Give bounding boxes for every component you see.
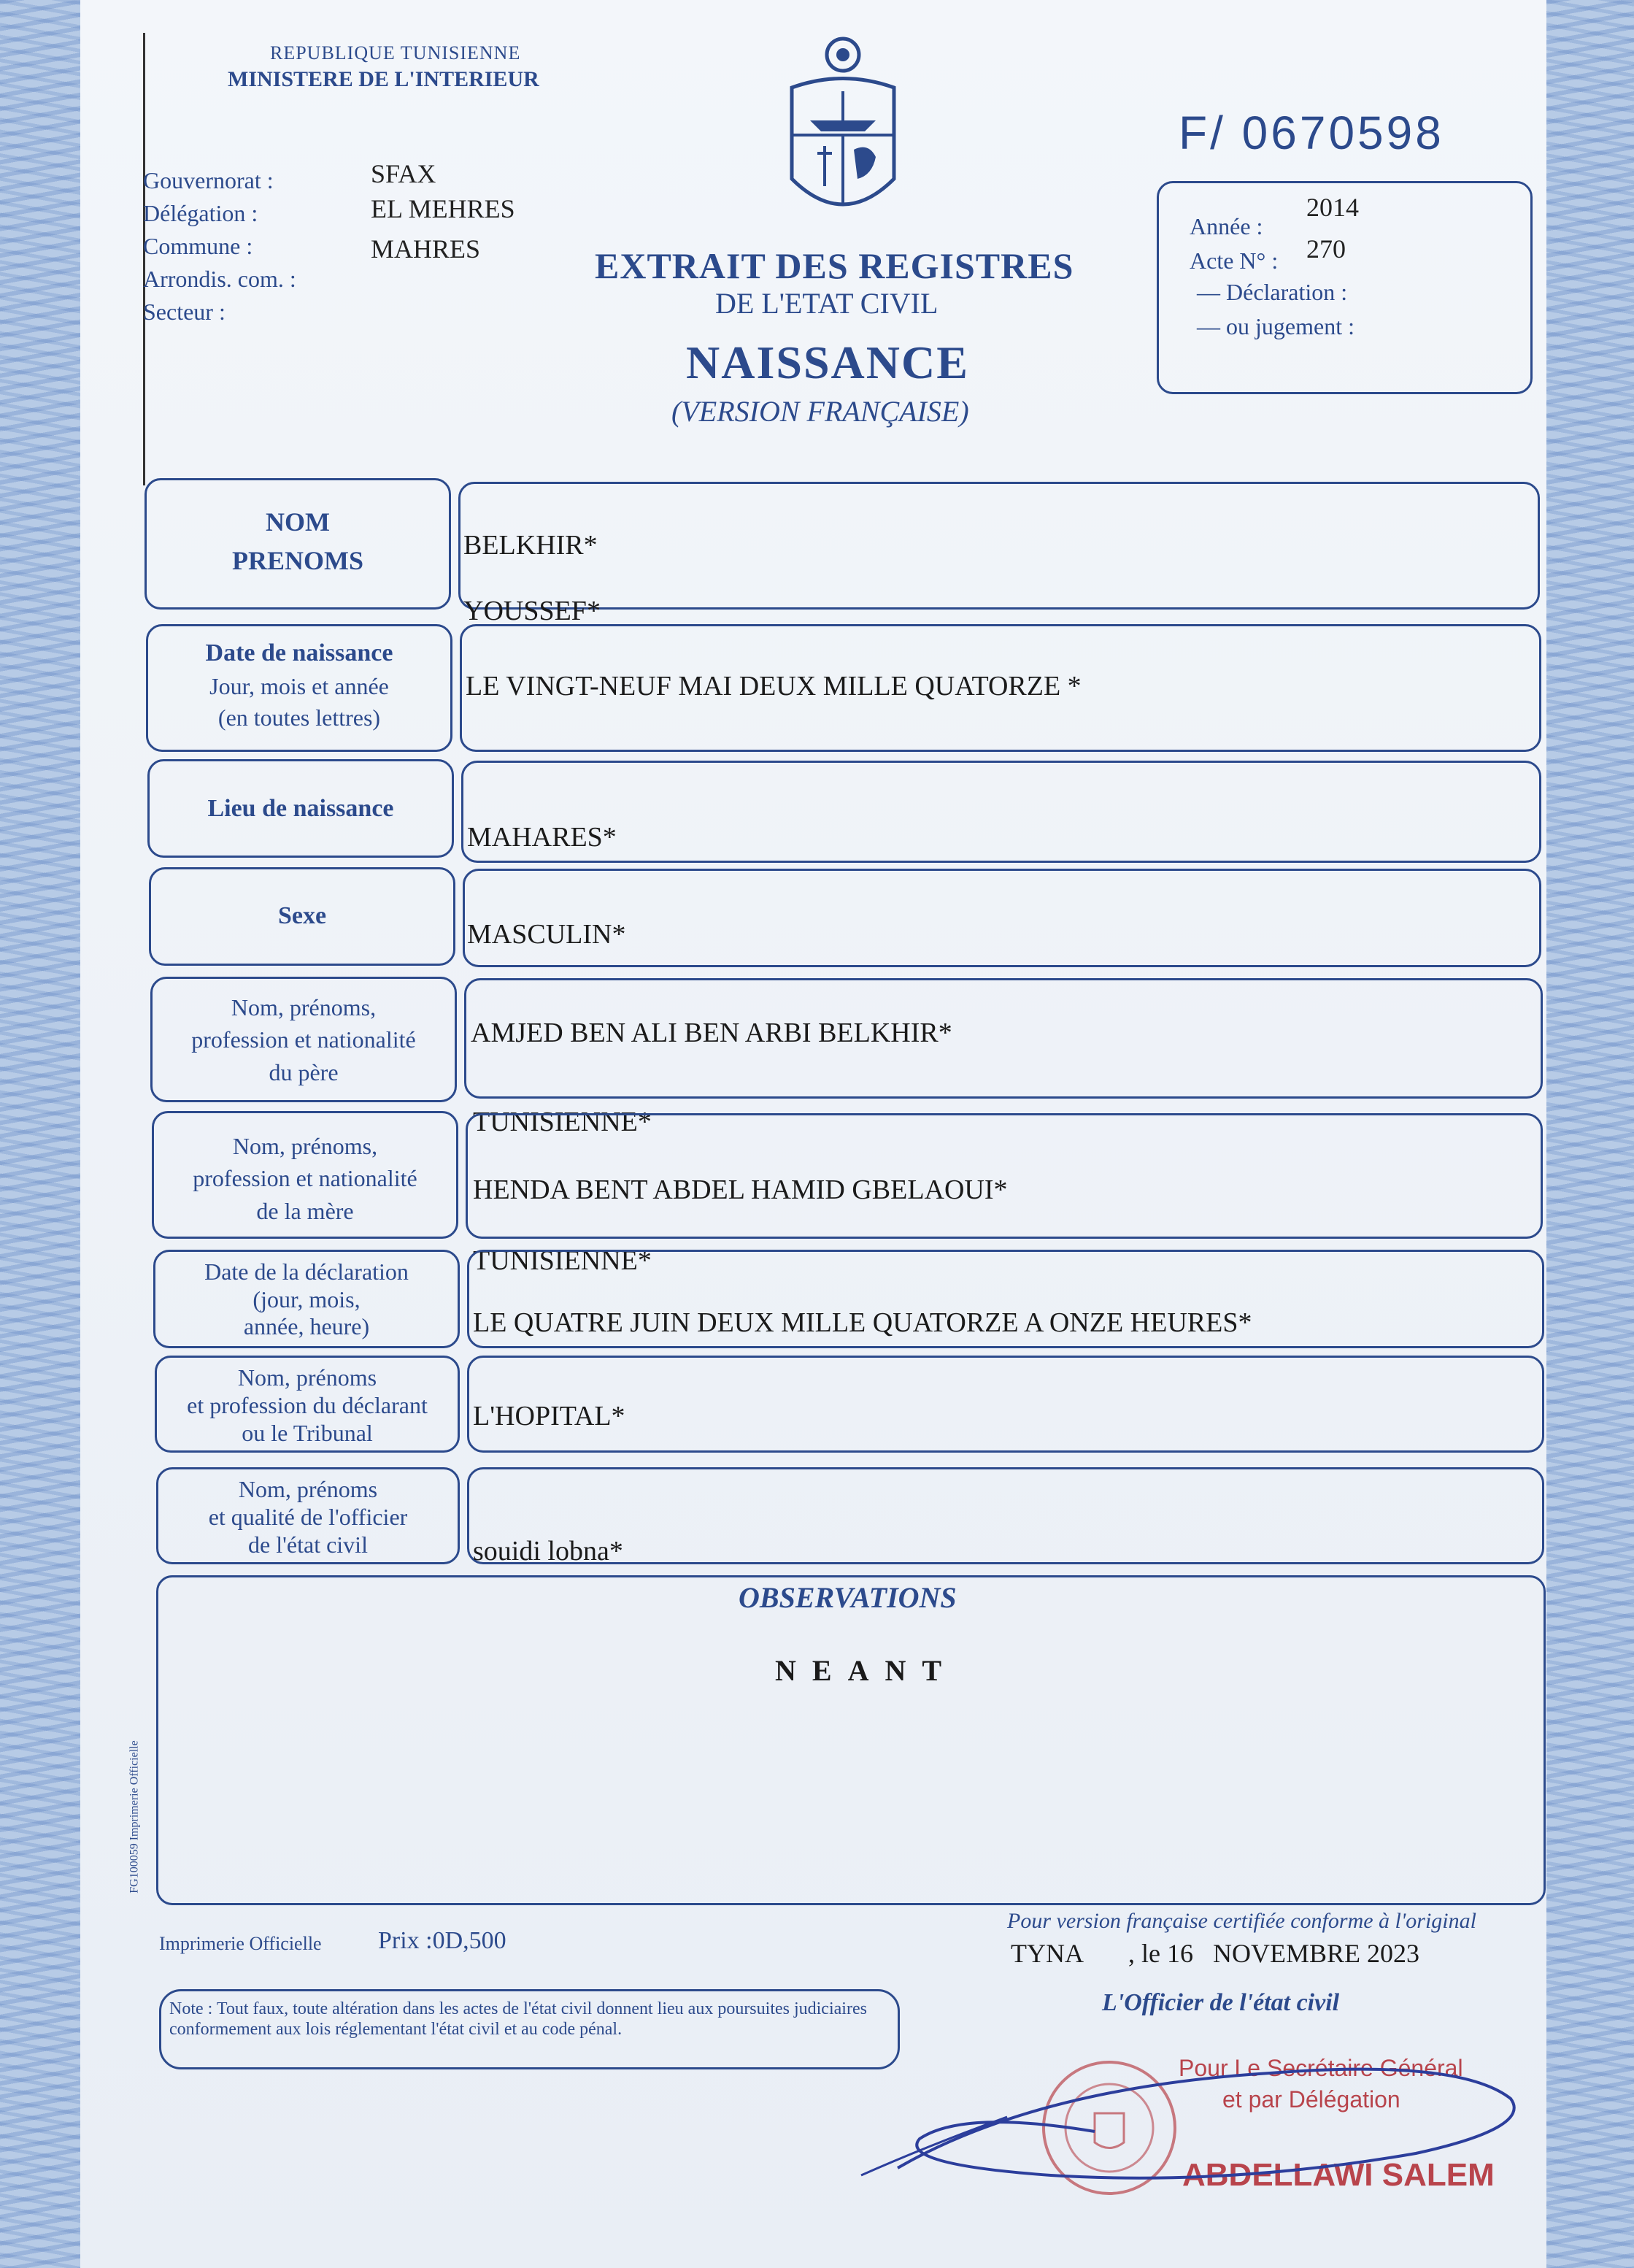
dob-label-2: Jour, mois et année <box>209 673 389 699</box>
dob-label-3: (en toutes lettres) <box>217 704 381 731</box>
officer-title: L'Officier de l'état civil <box>1102 1989 1340 2016</box>
declaration-label: — Déclaration : <box>1197 279 1348 305</box>
mere-label-2: profession et nationalité <box>193 1165 417 1191</box>
lieu-value-box <box>461 761 1541 863</box>
arrondis-label: Arrondis. com. : <box>143 266 296 292</box>
gouvernorat-value: SFAX <box>371 159 436 188</box>
sexe-value: MASCULIN* <box>467 919 626 950</box>
pere-label-2: profession et nationalité <box>191 1026 416 1053</box>
declaration-date-label-3: année, heure) <box>243 1313 370 1339</box>
serial-number: F/ 0670598 <box>1179 107 1444 159</box>
decorative-border-right <box>1546 0 1634 2268</box>
officier-label-1: Nom, prénoms <box>238 1476 378 1502</box>
note-text: Note : Tout faux, toute altération dans les actes de l'état civil donnent lieu aux poursuites judiciaires conformement aux lois réglementant l'état civil et au code pénal. <box>169 1999 867 2039</box>
nom-value-box <box>458 482 1540 610</box>
acte-label: Acte N° : <box>1190 247 1279 274</box>
officier-label-2: et qualité de l'officier <box>208 1504 408 1530</box>
title-naissance: NAISSANCE <box>686 337 969 388</box>
certification-text: Pour version française certifiée conforme à l'original <box>1007 1909 1476 1933</box>
delegation-label: Délégation : <box>143 200 258 226</box>
secteur-label: Secteur : <box>143 299 226 325</box>
decorative-border-left <box>0 0 80 2268</box>
commune-label: Commune : <box>143 233 253 259</box>
declarant-value: L'HOPITAL* <box>473 1401 625 1431</box>
ministry-label: MINISTERE DE L'INTERIEUR <box>228 67 539 91</box>
lieu-label: Lieu de naissance <box>207 795 394 822</box>
signature-icon <box>817 2044 1547 2190</box>
observations-content: NEANT <box>775 1654 958 1687</box>
tunisia-emblem-icon <box>777 33 909 230</box>
declaration-date-label-1: Date de la déclaration <box>204 1258 409 1285</box>
pere-label-3: du père <box>269 1059 339 1085</box>
nom-value: BELKHIR* <box>463 530 598 561</box>
stamp-line-1: Pour Le Secrétaire Général <box>1179 2055 1463 2081</box>
observations-title: OBSERVATIONS <box>739 1581 957 1614</box>
declarant-label-3: ou le Tribunal <box>242 1420 373 1446</box>
sexe-label: Sexe <box>277 902 327 929</box>
pere-value: AMJED BEN ALI BEN ARBI BELKHIR* <box>471 1018 952 1048</box>
delegation-value: EL MEHRES <box>371 194 515 223</box>
officier-value: souidi lobna* <box>473 1536 623 1567</box>
dob-label-1: Date de naissance <box>205 639 393 666</box>
mere-nationality-value: TUNISIENNE* <box>473 1245 652 1276</box>
officier-label-3: de l'état civil <box>248 1531 368 1558</box>
place-date: TYNA , le 16 NOVEMBRE 2023 <box>1011 1939 1419 1968</box>
annee-value: 2014 <box>1306 193 1359 222</box>
title-version: (VERSION FRANÇAISE) <box>671 395 969 428</box>
declarant-value-box <box>467 1356 1544 1453</box>
price-label: Prix :0D,500 <box>378 1927 506 1954</box>
jugement-label: — ou jugement : <box>1197 313 1354 339</box>
annee-label: Année : <box>1190 213 1263 239</box>
mere-value: HENDA BENT ABDEL HAMID GBELAOUI* <box>473 1175 1008 1205</box>
observations-box <box>156 1575 1546 1905</box>
lieu-value: MAHARES* <box>467 822 617 853</box>
imprimerie-label: Imprimerie Officielle <box>159 1933 322 1954</box>
dob-value: LE VINGT-NEUF MAI DEUX MILLE QUATORZE * <box>466 671 1082 701</box>
gouvernorat-label: Gouvernorat : <box>143 167 274 193</box>
republic-label: REPUBLIQUE TUNISIENNE <box>270 42 521 64</box>
side-printer-code: FG100059 Imprimerie Officielle <box>128 1740 141 1894</box>
declarant-label-1: Nom, prénoms <box>237 1364 377 1391</box>
stamp-line-2: et par Délégation <box>1222 2086 1400 2113</box>
prenoms-label: PRENOMS <box>232 546 363 575</box>
nom-label-box <box>144 478 451 610</box>
stamp-name: ABDELLAWI SALEM <box>1182 2157 1495 2193</box>
declaration-date-label-2: (jour, mois, <box>253 1286 361 1312</box>
pere-label-1: Nom, prénoms, <box>231 994 377 1020</box>
mere-label-1: Nom, prénoms, <box>232 1133 378 1159</box>
nom-label: NOM <box>266 507 330 537</box>
officier-value-box <box>467 1467 1544 1564</box>
mere-label-3: de la mère <box>256 1198 354 1224</box>
title-etat-civil: DE L'ETAT CIVIL <box>715 287 939 320</box>
acte-value: 270 <box>1306 234 1346 264</box>
title-extrait: EXTRAIT DES REGISTRES <box>595 245 1074 286</box>
declaration-date-value: LE QUATRE JUIN DEUX MILLE QUATORZE A ONZE HEURES* <box>473 1307 1252 1338</box>
pere-nationality-value: TUNISIENNE* <box>473 1107 652 1137</box>
commune-value: MAHRES <box>371 234 481 264</box>
declarant-label-2: et profession du déclarant <box>187 1392 428 1418</box>
prenom-value: YOUSSEF* <box>463 596 601 626</box>
